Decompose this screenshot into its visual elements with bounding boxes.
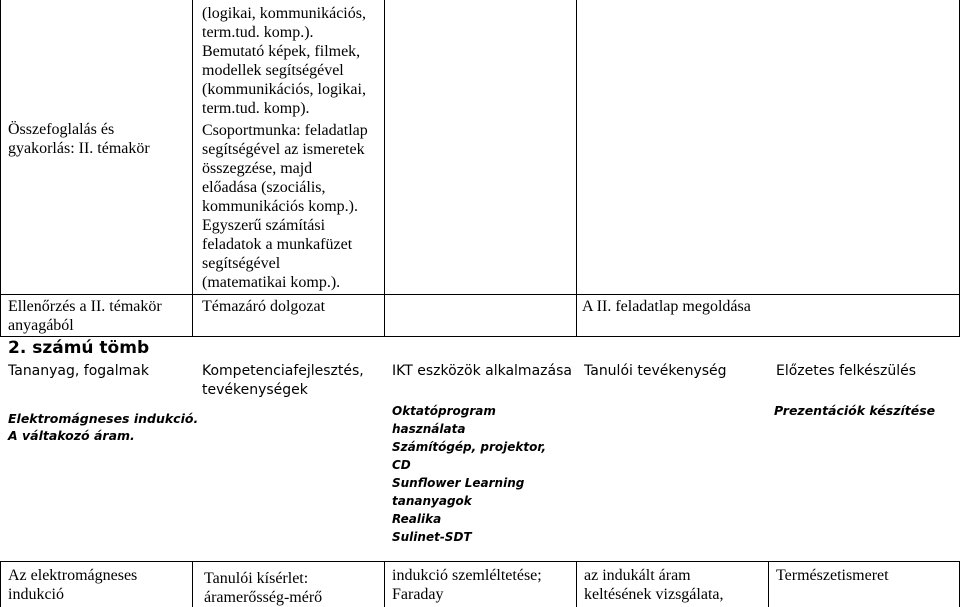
bottom-cell-demonstration: indukció szemléltetése; Faraday	[392, 567, 542, 603]
bottom-table-divider-2	[384, 561, 385, 607]
content-elozetes: Prezentációk készítése	[774, 403, 936, 418]
table-bottom-border	[0, 336, 960, 337]
header-elozetes: Előzetes felkészülés	[776, 363, 917, 379]
table-col-divider-2	[384, 0, 385, 336]
bottom-table-divider-3	[576, 561, 577, 607]
cell-row2-topic: Összefoglalás és gyakorlás: II. témakör	[8, 121, 150, 157]
block-title: 2. számú tömb	[8, 338, 150, 358]
bottom-cell-subject: Természetismeret	[776, 567, 889, 584]
header-tananyag: Tananyag, fogalmak	[8, 363, 149, 379]
header-tanuloi: Tanulói tevékenység	[584, 363, 727, 379]
content-tananyag: Elektromágneses indukció. A váltakozó áram.	[8, 411, 199, 443]
cell-row2-competency: Csoportmunka: feladatlap segítségével az ismeretek összegzése, majd előadása (szociális, kommunikációs komp.). Egyszerű számítási feladatok a munkafüzet segítségével (matematikai komp.).	[202, 122, 368, 291]
bottom-table-divider-4	[768, 561, 769, 607]
header-kompetencia: Kompetenciafejlesztés, tevékenységek	[202, 363, 364, 398]
bottom-table-top-border	[0, 561, 960, 562]
cell-row3-preparation: A II. feladatlap megoldása	[582, 298, 751, 315]
content-ikt: Oktatóprogram használata Számítógép, projektor, CD Sunflower Learning tananyagok Realika Sulinet-SDT	[392, 404, 547, 544]
bottom-table-border-left	[0, 561, 1, 607]
table-border-left	[0, 0, 1, 336]
bottom-cell-topic: Az elektromágneses indukció	[8, 567, 138, 603]
header-ikt: IKT eszközök alkalmazása	[392, 363, 572, 379]
table-col-divider-3	[576, 0, 577, 336]
bottom-cell-investigation: az indukált áram keltésének vizsgálata,	[584, 567, 724, 603]
cell-row3-competency: Témazáró dolgozat	[202, 298, 326, 315]
bottom-cell-experiment: Tanulói kísérlet: áramerősség-mérő	[204, 570, 323, 606]
bottom-table-divider-1	[192, 561, 193, 607]
cell-row1-competency: (logikai, kommunikációs, term.tud. komp.). Bemutató képek, filmek, modellek segítségével (kommunikációs, logikai, term.tud. komp).	[202, 5, 366, 117]
table-col-divider-1	[192, 0, 193, 336]
table-row-divider-1	[0, 294, 960, 295]
cell-row3-topic: Ellenőrzés a II. témakör anyagából	[8, 298, 162, 334]
